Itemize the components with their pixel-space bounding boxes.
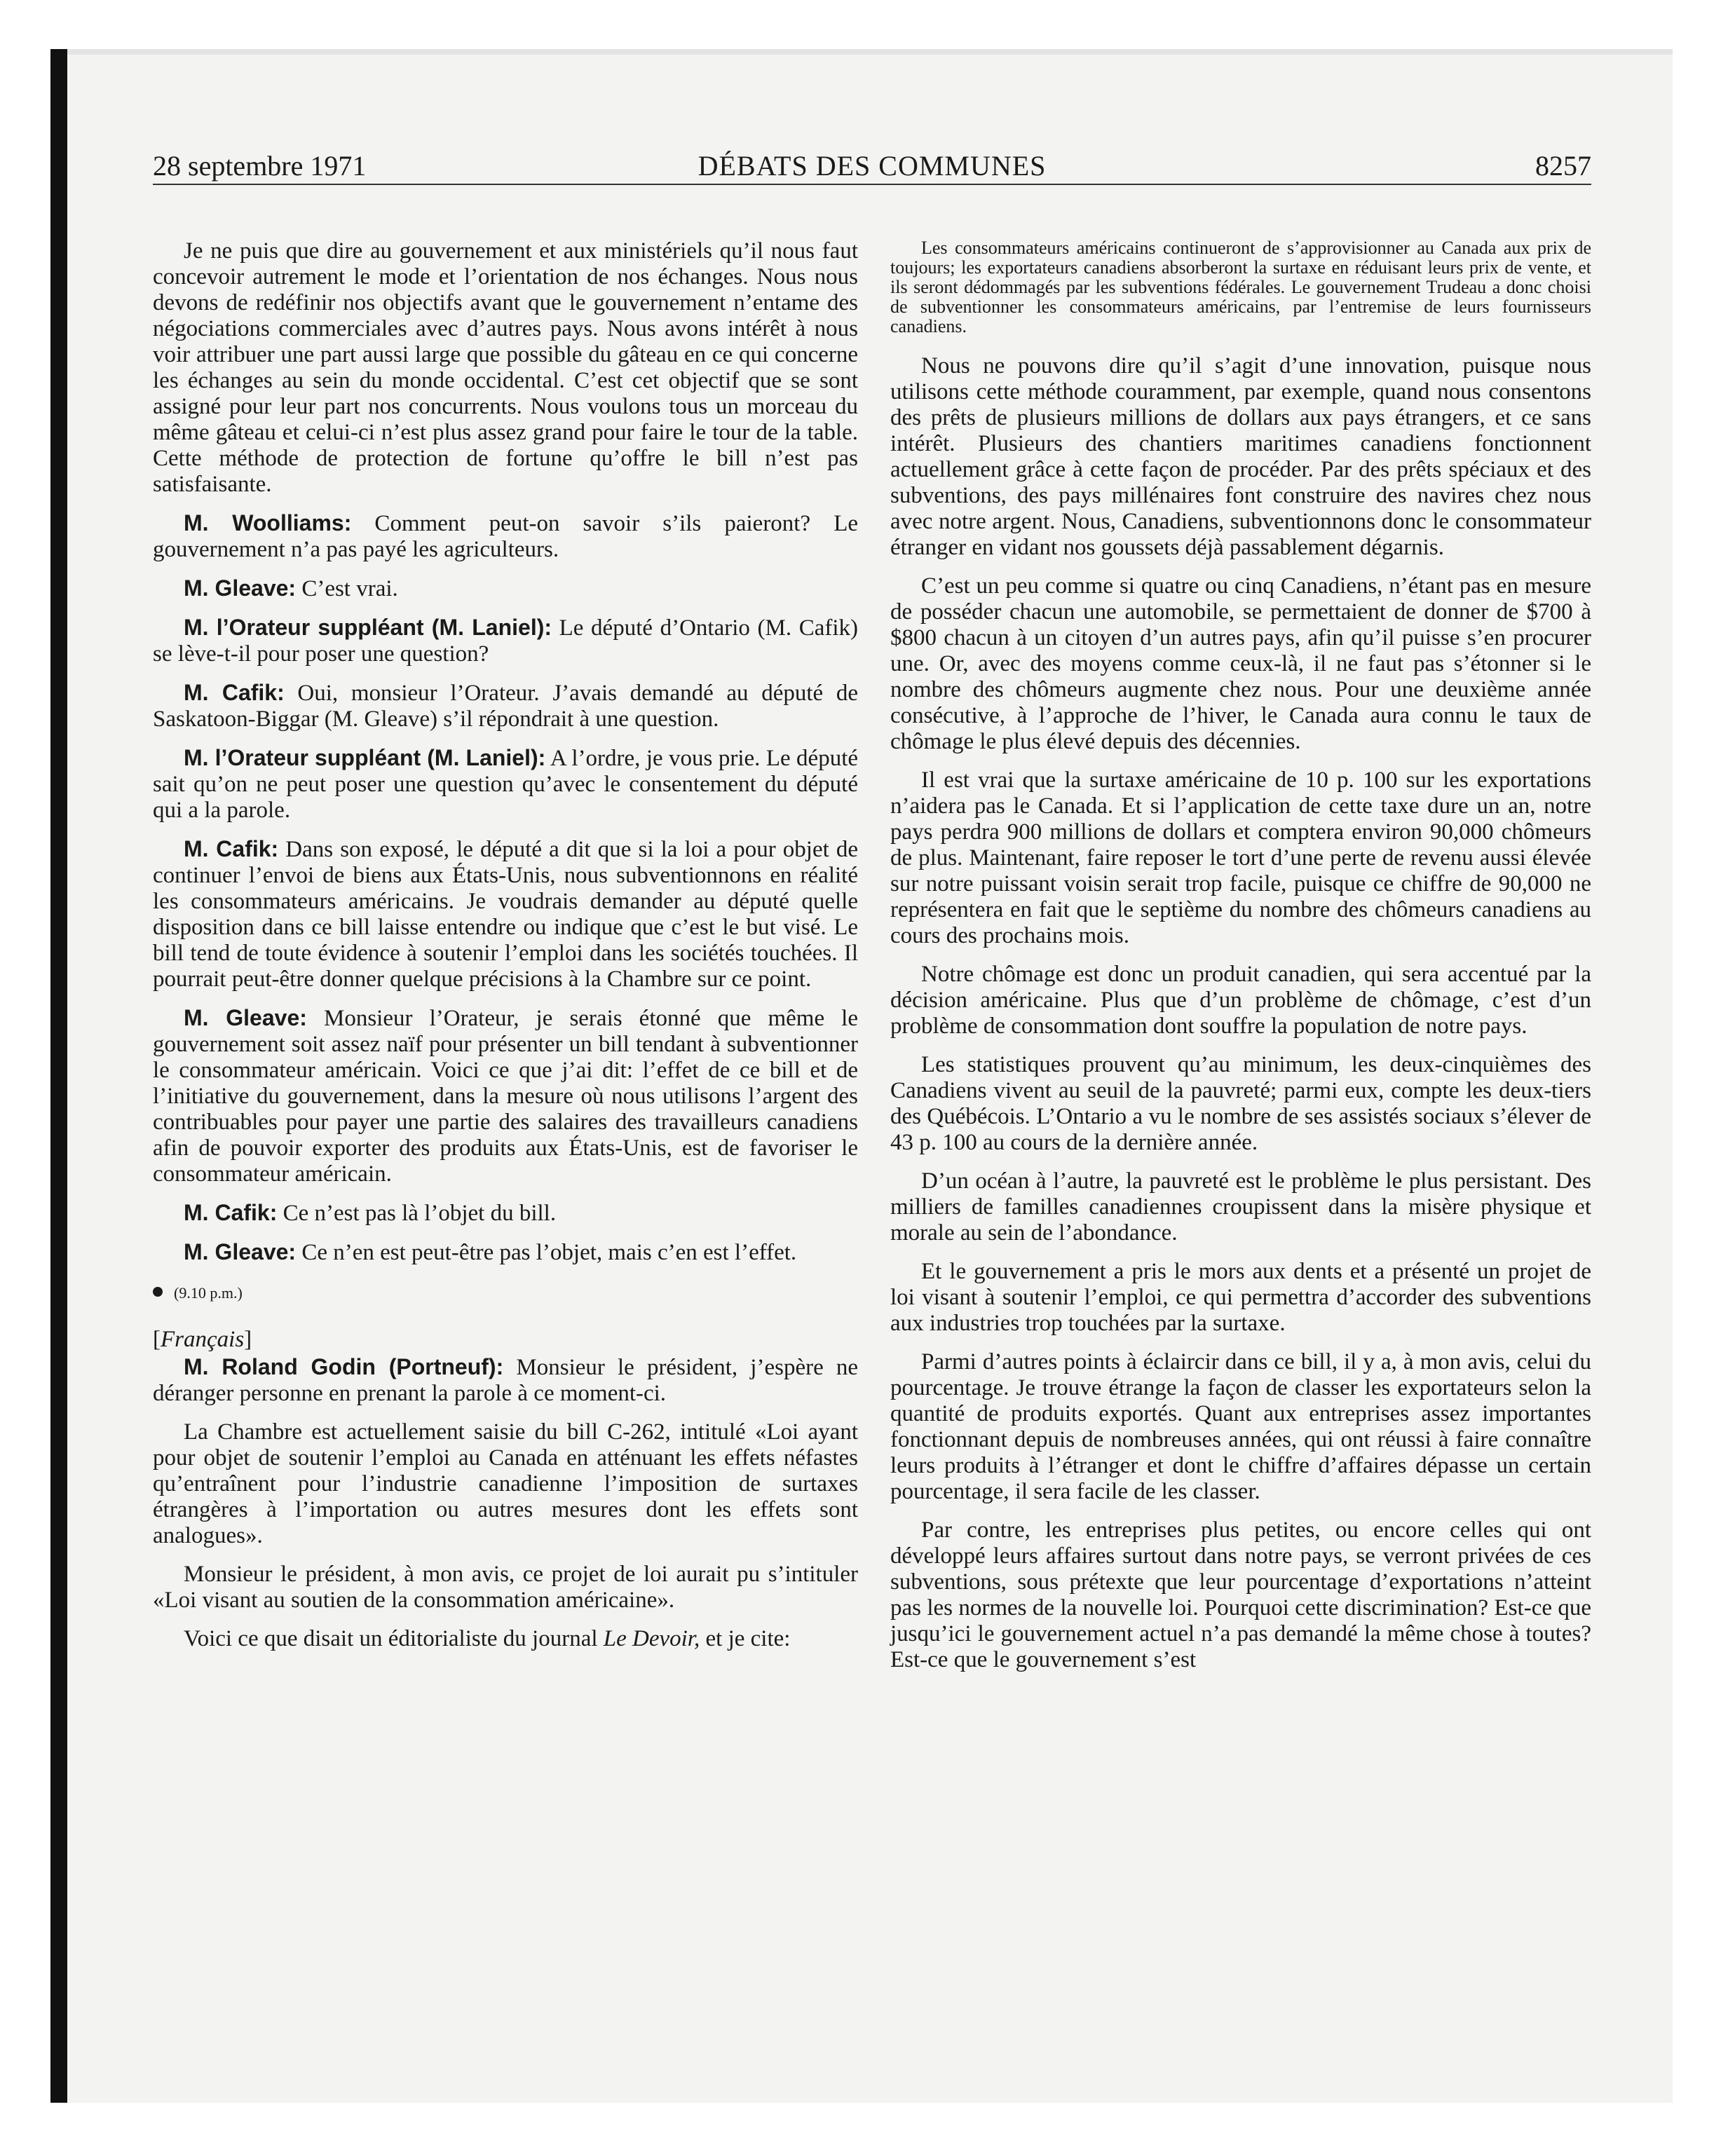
paragraph: Voici ce que disait un éditorialiste du journal Le Devoir, et je cite: <box>184 1626 791 1651</box>
paragraph: Les statistiques prouvent qu’au minimum, les deux-cinquièmes des Canadiens vivent au seuil de la pauvreté; parmi eux, compte les deux-tiers des Québécois. L’Ontario a vu le nombre de ses assistés sociaux s’élever de 43 p. 100 au cours de la dernière année. <box>890 1052 1591 1155</box>
paragraph: Il est vrai que la surtaxe américaine de 10 p. 100 sur les exportations n’aidera pas le Canada. Et si l’application de cette taxe dure un an, notre pays perdra 900 millions de dollars et comptera environ 90,000 chômeurs de plus. Maintenant, faire reposer le tort d’une perte de revenu aussi élevée sur notre puissant voisin serait trop facile, puisque ce chiffre de 90,000 ne représentera en fait que le septième du nombre des chômeurs canadiens au cours des prochains mois. <box>890 767 1591 948</box>
paragraph: Monsieur le président, à mon avis, ce projet de loi aurait pu s’intituler «Loi visant au soutien de la consommation américaine». <box>153 1562 858 1613</box>
right-column <box>890 238 1591 1686</box>
paragraph: Parmi d’autres points à éclaircir dans ce bill, il y a, à mon avis, celui du pourcentage. Je trouve étrange la façon de classer les exportateurs selon la quantité de produits exportés. Quant aux entreprises assez importantes fonctionnant depuis de nombreuses années, qui ont réussi à faire connaître leurs produits à l’étranger et dont le chiffre d’affaires dépasse un certain pourcentage, il sera facile de les classer. <box>890 1349 1591 1504</box>
speaker-name: M. Cafik: <box>184 1200 278 1225</box>
paragraph: D’un océan à l’autre, la pauvreté est le problème le plus persistant. Des milliers de familles canadiennes croupissent dans la misère physique et morale au sein de l’abondance. <box>890 1168 1591 1246</box>
scan-edge-top <box>67 49 1673 55</box>
paragraph: M. Cafik: Dans son exposé, le député a dit que si la loi a pour objet de continuer l’envoi de biens aux États-Unis, nous subventionnons en réalité les consommateurs américains. Je voudrais demander au député quelle disposition dans ce bill laisse entendre ou indique que c’est le but visé. Le bill tend de toute évidence à soutenir l’emploi dans les sociétés touchées. Il pourrait peut-être donner quelque précisions à la Chambre sur ce point. <box>153 836 859 992</box>
newspaper-title: Le Devoir, <box>603 1626 700 1651</box>
paragraph: Par contre, les entreprises plus petites, ou encore celles qui ont développé leurs affaires surtout dans notre pays, se verront privées de ces subventions, sous prétexte que leur pourcentage d’exportations n’atteint pas les normes de la nouvelle loi. Pourquoi cette discrimination? Est-ce que jusqu’ici le gouvernement actuel n’a pas demandé la même chose à toutes? Est-ce que le gouvernement s’est <box>890 1517 1591 1672</box>
speaker-name: M. Woolliams: <box>184 510 352 535</box>
paragraph: Je ne puis que dire au gouvernement et aux ministériels qu’il nous faut concevoir autrement le mode et l’orientation de nos échanges. Nous nous devons de redéfinir nos objectifs avant que le gouvernement n’entame des négociations commerciales avec d’autres pays. Nous avons intérêt à nous voir attribuer une part aussi large que possible du gâteau en ce qui concerne les échanges au sein du monde occidental. C’est cet objectif que se sont assigné pour leur part nos concurrents. Nous voulons tous un morceau du même gâteau et celui-ci n’est plus assez grand pour faire le tour de la table. Cette méthode de protection de fortune qu’offre le bill n’est pas satisfaisante. <box>153 238 858 497</box>
paragraph: M. Gleave: Ce n’en est peut-être pas l’objet, mais c’en est l’effet. <box>184 1239 797 1265</box>
paragraph: Et le gouvernement a pris le mors aux dents et a présenté un projet de loi visant à soutenir l’emploi, ce qui permettra d’accorder des subventions aux industries trop touchées par la surtaxe. <box>890 1259 1591 1336</box>
speaker-name: M. Gleave: <box>184 1005 307 1030</box>
speaker-name: M. Cafik: <box>184 836 279 861</box>
left-column <box>153 238 858 1665</box>
paragraph: M. l’Orateur suppléant (M. Laniel): A l’ordre, je vous prie. Le député sait qu’on ne peut poser une question qu’avec le consentement du député qui a la parole. <box>153 745 859 823</box>
paragraph: M. Gleave: Monsieur l’Orateur, je serais étonné que même le gouvernement soit assez naïf pour présenter un bill tendant à subventionner le consommateur américain. Voici ce que j’ai dit: l’effet de ce bill et de l’initiative du gouvernement, dans la mesure où nous utilisons l’argent des contribuables pour payer une partie des salaires des travailleurs canadiens afin de pouvoir exporter des produits aux États-Unis, est de favoriser le consommateur américain. <box>153 1005 858 1187</box>
speaker-name: M. Gleave: <box>184 1239 297 1264</box>
page-number: 8257 <box>1535 150 1591 182</box>
running-header <box>153 149 1591 185</box>
scan-edge-left <box>50 49 67 2103</box>
paragraph: Nous ne pouvons dire qu’il s’agit d’une innovation, puisque nous utilisons cette méthode couramment, par exemple, quand nous consentons des prêts de plusieurs millions de dollars aux pays étrangers, et ce sans intérêt. Plusieurs des chantiers maritimes canadiens fonctionnent actuellement grâce à cette façon de procéder. Par des prêts spéciaux et des subventions, des pays millénaires font construire des navires chez nous avec notre argent. Nous, Canadiens, subventionnons donc le consommateur étranger en vidant nos goussets déjà passablement dégarnis. <box>890 353 1591 560</box>
paragraph: Notre chômage est donc un produit canadien, qui sera accentué par la décision américaine. Plus que d’un problème de chômage, c’est d’un problème de consommation dont souffre la population de notre pays. <box>890 962 1591 1039</box>
speaker-name: M. Gleave: <box>184 575 297 601</box>
paragraph: M. Cafik: Ce n’est pas là l’objet du bill. <box>184 1200 557 1226</box>
paragraph: M. Woolliams: Comment peut-on savoir s’ils paieront? Le gouvernement n’a pas payé les agriculteurs. <box>153 510 858 562</box>
timestamp: (9.10 p.m.) <box>153 1280 858 1306</box>
speaker-name: M. Roland Godin (Portneuf): <box>184 1354 504 1379</box>
paragraph: La Chambre est actuellement saisie du bill C-262, intitulé «Loi ayant pour objet de soutenir l’emploi au Canada en atténuant les effets néfastes qu’entraînent pour l’industrie canadienne l’imposition de surtaxes étrangères à l’importation ou autres mesures dont les effets sont analogues». <box>153 1419 858 1548</box>
paragraph: M. l’Orateur suppléant (M. Laniel): Le député d’Ontario (M. Cafik) se lève-t-il pour poser une question? <box>153 615 859 667</box>
block-quote: Les consommateurs américains continueront de s’approvisionner au Canada aux prix de toujours; les exportateurs canadiens absorberont la surtaxe en réduisant leurs prix de vente, et ils seront dédommagés par les subventions fédérales. Le gouvernement Trudeau a donc choisi de subventionner les consommateurs américains, par l’entremise de leurs fournisseurs canadiens. <box>890 238 1591 336</box>
speaker-name: M. l’Orateur suppléant (M. Laniel): <box>184 615 552 640</box>
header-title: DÉBATS DES COMMUNES <box>698 150 1047 182</box>
bullet-icon <box>153 1287 163 1297</box>
paragraph: M. Roland Godin (Portneuf): Monsieur le président, j’espère ne déranger personne en prenant la parole à ce moment-ci. <box>153 1354 858 1406</box>
speaker-name: M. Cafik: <box>184 680 285 705</box>
paragraph: M. Cafik: Oui, monsieur l’Orateur. J’avais demandé au député de Saskatoon-Biggar (M. Gleave) s’il répondrait à une question. <box>153 680 858 732</box>
speaker-name: M. l’Orateur suppléant (M. Laniel): <box>184 745 546 770</box>
paragraph: C’est un peu comme si quatre ou cinq Canadiens, n’étant pas en mesure de posséder chacun une automobile, se permettaient de donner de $700 à $800 chacun à un citoyen d’un autres pays, afin qu’il puisse s’en procurer une. Or, avec des moyens comme ceux-là, il ne faut pas s’étonner si le nombre des chômeurs augmente chez nous. Pour une deuxième année consécutive, à l’approche de l’hiver, le Canada aura connu le taux de chômage le plus élevé depuis des décennies. <box>890 573 1591 754</box>
language-marker: [Français] <box>153 1327 252 1352</box>
header-date: 28 septembre 1971 <box>153 150 367 182</box>
paragraph: M. Gleave: C’est vrai. <box>184 575 398 601</box>
